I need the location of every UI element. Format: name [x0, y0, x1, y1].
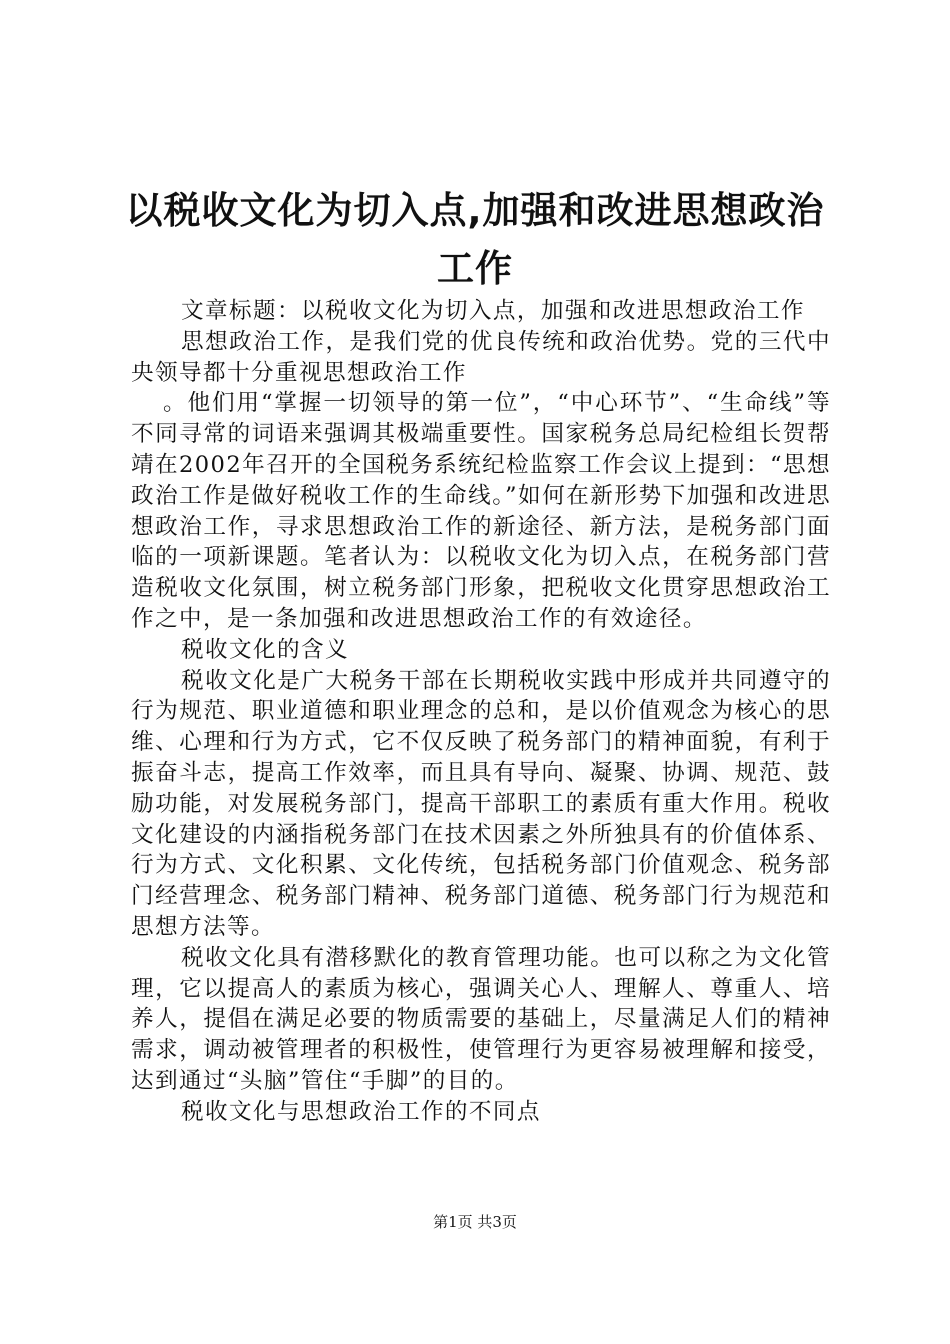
document-title: 以税收文化为切入点,加强和改进思想政治工作 [125, 189, 825, 290]
section-heading-meaning: 税收文化的含义 [181, 636, 349, 663]
paragraph-article-title: 文章标题：以税收文化为切入点，加强和改进思想政治工作 [181, 298, 805, 324]
paragraph-intro: 思想政治工作，是我们党的优良传统和政治优势。党的三代中央领导都十分重视思想政治工作 [131, 328, 831, 386]
section-heading-differences: 税收文化与思想政治工作的不同点 [181, 1098, 541, 1125]
document-body [131, 296, 831, 1128]
paragraph-definition: 税收文化是广大税务干部在长期税收实践中形成并共同遵守的行为规范、职业道德和职业理念的总和，是以价值观念为核心的思维、心理和行为方式，它不仅反映了税务部门的精神面貌，有利于振奋斗志，提高工作效率，而且具有导向、凝聚、协调、规范、鼓励功能，对发展税务部门，提高干部职工的素质有重大作用。税收文化建设的内涵指税务部门在技术因素之外所独具有的价值体系、行为方式、文化积累、文化传统，包括税务部门价值观念、税务部门经营理念、税务部门精神、税务部门道德、税务部门行为规范和思想方法等。 [131, 667, 831, 940]
paragraph-function: 税收文化具有潜移默化的教育管理功能。也可以称之为文化管理，它以提高人的素质为核心，强调关心人、理解人、尊重人、培养人，提倡在满足必要的物质需要的基础上，尽量满足人们的精神需求，调动被管理者的积极性，使管理行为更容易被理解和接受，达到通过“头脑”管住“手脚”的目的。 [131, 944, 831, 1094]
page-footer: 第1页 共3页 [433, 1213, 517, 1231]
paragraph-continuation: 。他们用“掌握一切领导的第一位”，“中心环节”、“生命线”等不同寻常的词语来强调其极端重要性。国家税务总局纪检组长贺帮靖在2002年召开的全国税务系统纪检监察工作会议上提到：“思想政治工作是做好税收工作的生命线。”如何在新形势下加强和改进思想政治工作，寻求思想政治工作的新途径、新方法，是税务部门面临的一项新课题。笔者认为：以税收文化为切入点，在税务部门营造税收文化氛围，树立税务部门形象，把税收文化贯穿思想政治工作之中，是一条加强和改进思想政治工作的有效途径。 [131, 390, 831, 632]
